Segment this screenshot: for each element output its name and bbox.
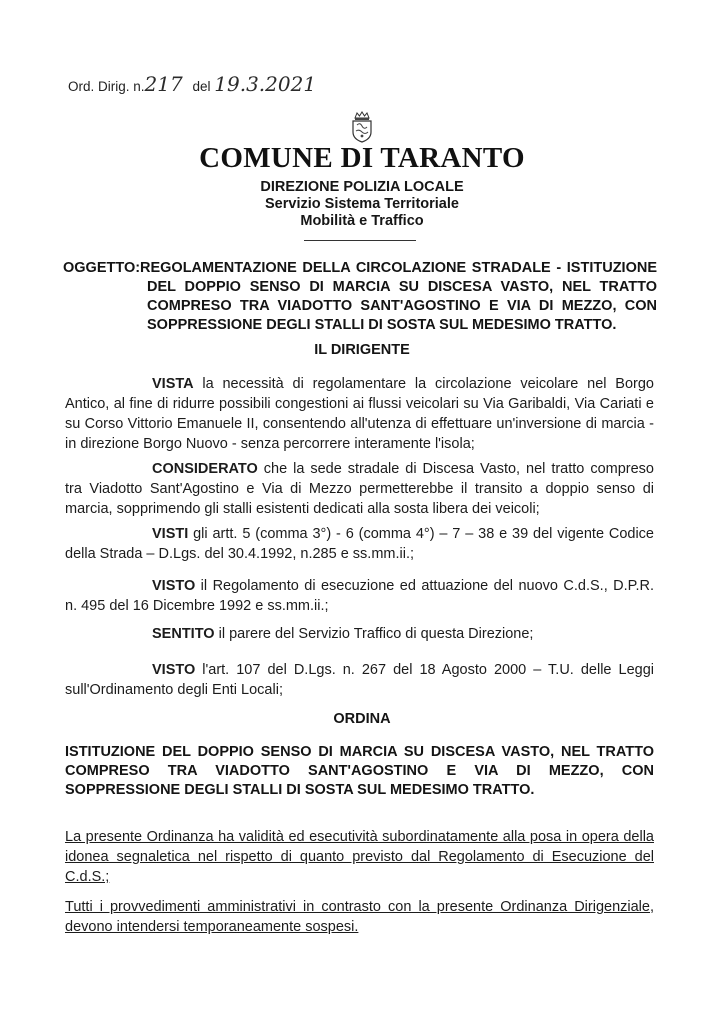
premise-considerato [65, 459, 654, 519]
oggetto-line: COMPRESO TRA VIADOTTO SANT'AGOSTINO E VIA DI MEZZO, CON [147, 298, 657, 314]
ordina-line: COMPRESO TRA VIADOTTO SANT'AGOSTINO E VIA DI MEZZO, CON [65, 763, 654, 779]
premise-visti [65, 524, 654, 564]
ord-number-handwritten: 217 [144, 72, 183, 96]
premise-visto-tuel [65, 660, 654, 700]
suspension-note: Tutti i provvedimenti amministrativi in contrasto con la presente Ordinanza Dirigenziale, devono intendersi temporaneamente sospesi. [65, 899, 654, 935]
premise-sentito [65, 624, 654, 644]
ordinance-reference [68, 72, 316, 96]
premise-text: gli artt. 5 (comma 3°) - 6 (comma 4°) – 7 – 38 e 39 del vigente Codice della Strada – D.Lgs. del 30.4.1992, n.285 e ss.mm.ii.; [65, 526, 654, 562]
header-divider [304, 240, 416, 241]
ordina-line: SOPPRESSIONE DEGLI STALLI DI SOSTA SUL MEDESIMO TRATTO. [65, 782, 535, 798]
oggetto-line: DEL DOPPIO SENSO DI MARCIA SU DISCESA VASTO, NEL TRATTO [147, 279, 657, 295]
direzione-line: DIREZIONE POLIZIA LOCALE [260, 179, 464, 195]
premise-keyword: VISTO [152, 578, 196, 594]
premise-vista [65, 374, 654, 454]
oggetto-line: SOPPRESSIONE DEGLI STALLI DI SOSTA SUL MEDESIMO TRATTO. [147, 317, 617, 333]
premise-text: che la sede stradale di Discesa Vasto, nel tratto compreso tra Viadotto Sant'Agostino e Via di Mezzo permetterebbe il transito a doppio senso di marcia, sopprimendo gli stalli esistenti dedicati alla sosta libera dei veicoli; [65, 461, 654, 517]
oggetto-label: OGGETTO: [63, 260, 141, 276]
ord-prefix: Ord. Dirig. n. [68, 79, 145, 94]
premise-keyword: VISTA [152, 376, 194, 392]
coat-of-arms-icon [350, 111, 374, 143]
premise-keyword: VISTO [152, 662, 196, 678]
premise-text: la necessità di regolamentare la circolazione veicolare nel Borgo Antico, al fine di ridurre possibili congestioni ai flussi veicolari su Via Garibaldi, Via Cariati e su Corso Vittorio Emanuele II, consentendo all'utenza di effettuare un'inversione di marcia - in direzione Borgo Nuovo - senza percorrere interamente l'isola; [65, 376, 654, 452]
ord-date-handwritten: 19.3.2021 [214, 72, 317, 96]
premise-text: il parere del Servizio Traffico di questa Direzione; [214, 626, 534, 642]
premise-keyword: VISTI [152, 526, 189, 542]
mobilita-line: Mobilità e Traffico [300, 213, 424, 229]
servizio-line: Servizio Sistema Territoriale [265, 196, 459, 212]
premise-text: l'art. 107 del D.Lgs. n. 267 del 18 Agosto 2000 – T.U. delle Leggi sull'Ordinamento degli Enti Locali; [65, 662, 654, 698]
premise-visto-regolamento [65, 576, 654, 616]
premise-keyword: CONSIDERATO [152, 461, 258, 477]
ordina-text [65, 743, 654, 800]
ordina-line: ISTITUZIONE DEL DOPPIO SENSO DI MARCIA SU DISCESA VASTO, NEL TRATTO [65, 744, 654, 760]
premise-keyword: SENTITO [152, 626, 215, 642]
del-label: del [192, 79, 211, 94]
comune-title: COMUNE DI TARANTO [199, 142, 525, 174]
ordina-heading: ORDINA [333, 711, 391, 727]
premise-text: il Regolamento di esecuzione ed attuazione del nuovo C.d.S., D.P.R. n. 495 del 16 Dicembre 1992 e ss.mm.ii.; [65, 578, 654, 614]
oggetto-line: REGOLAMENTAZIONE DELLA CIRCOLAZIONE STRADALE - ISTITUZIONE [140, 260, 657, 276]
validity-note: La presente Ordinanza ha validità ed esecutività subordinatamente alla posa in opera della idonea segnaletica nel rispetto di quanto previsto dal Regolamento di Esecuzione del C.d.S.; [65, 829, 654, 885]
il-dirigente-heading: IL DIRIGENTE [314, 342, 410, 358]
